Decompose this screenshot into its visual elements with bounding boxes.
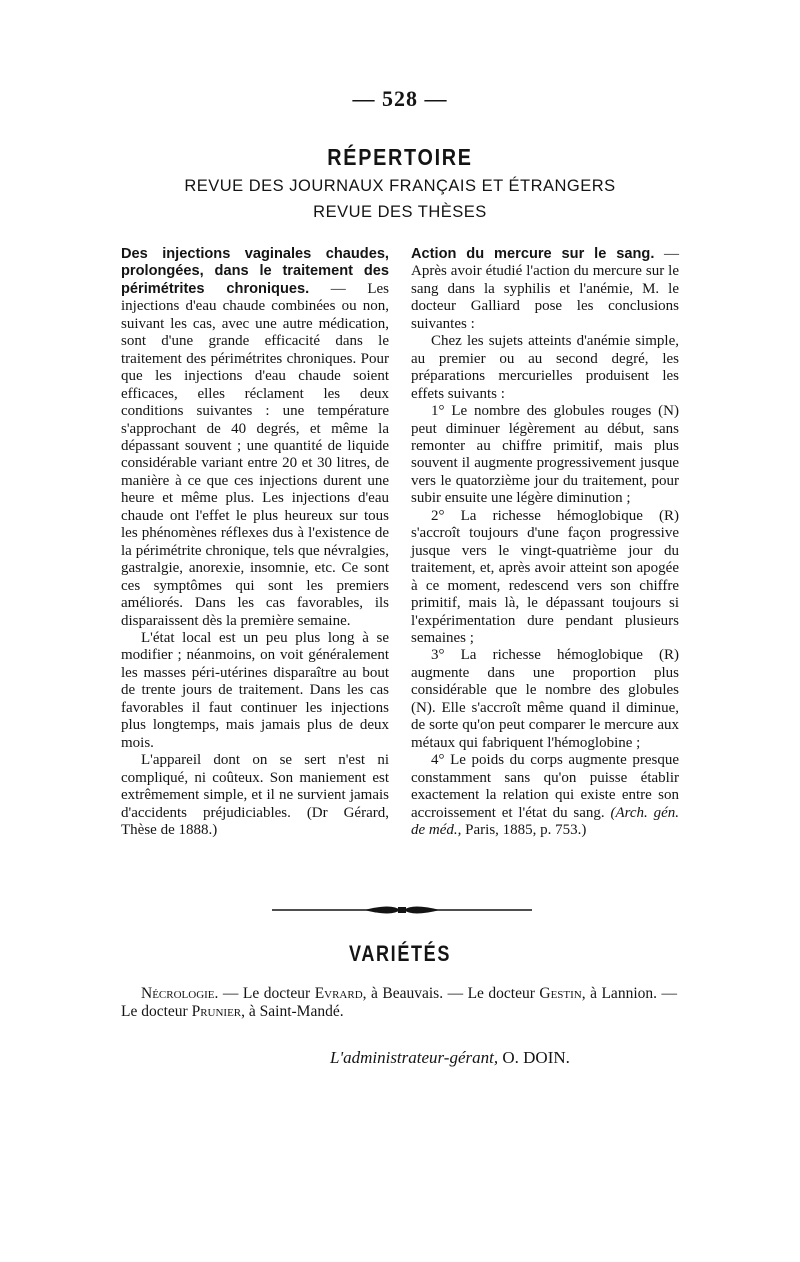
citation-end: Paris, 1885, p. 753.) (461, 821, 587, 838)
ornamental-separator (272, 903, 532, 917)
necrology-label: Nécrologie. (141, 985, 219, 1002)
left-paragraph-1 (121, 246, 389, 630)
right-paragraph-4: 2° La richesse hémoglobique (R) s'accroît toujours d'une façon progressive jusque vers le vingt-quatrième jour du traitement, et, après avoir atteint son apogée à ce moment, redescend vers son chiffre primitif, mais là, le dépassant toujours si l'expérimentation dure pendant plusieurs semaines ; (411, 507, 679, 646)
page-number: — 528 — (352, 86, 448, 111)
varietes-heading: VARIÉTÉS (348, 941, 451, 966)
necrology-text-3: , à Lannion. — Le docteur (121, 985, 677, 1020)
left-paragraph-2: L'état local est un peu plus long à se modifier ; néanmoins, on voit généralement les masses péri-utérines disparaître au bout de trente jours de traitement. Dans les cas favorables il faut continuer les injections plus longtemps, mais jamais plus de deux mois. (121, 629, 389, 751)
right-paragraph-2: Chez les sujets atteints d'anémie simple, au premier ou au second degré, les préparations mercurielles produisent les effets suivants : (411, 333, 679, 402)
doctor-evrard: Evrard (314, 985, 363, 1002)
left-column (121, 246, 389, 839)
section-heading: RÉPERTOIRE (327, 144, 473, 170)
necrology-notice (121, 985, 677, 1021)
right-paragraph-5: 3° La richesse hémoglobique (R) augmente dans une proportion plus considérable que le nombre des globules (N). Elle s'accroît même quand il diminue, de sorte qu'on peut comparer le mercure aux métaux qui fabriquent l'hémoglobine ; (411, 647, 679, 751)
doctor-gestin: Gestin (539, 985, 582, 1002)
doctor-prunier: Prunier (191, 1003, 242, 1020)
necrology-text-4: , à Saint-Mandé. (241, 1003, 344, 1020)
left-article-title: Des injections vaginales chaudes, prolongées, dans le traitement des périmétrites chroniques. (121, 246, 389, 297)
subheading-journals: REVUE DES JOURNAUX FRANÇAIS ET ÉTRANGERS (184, 177, 616, 195)
right-paragraph-1-text: — Après avoir étudié l'action du mercure sur le sang dans la syphilis et l'anémie, M. le docteur Galliard pose les conclusions suivantes : (411, 246, 679, 332)
right-paragraph-3: 1° Le nombre des globules rouges (N) peut diminuer légèrement au début, sans remonter au chiffre primitif, mais plus souvent il augmente progressivement jusque vers le quatorzième jour du traitement, pour subir ensuite une légère diminution ; (411, 403, 679, 507)
subheading-theses: REVUE DES THÈSES (313, 203, 487, 221)
administrator-role: L'administrateur-gérant, (330, 1048, 499, 1067)
right-paragraph-6 (411, 752, 679, 839)
citation-journal: (Arch. gén. de méd., (411, 804, 679, 838)
right-article-title: Action du mercure sur le sang. (411, 246, 655, 262)
right-paragraph-1 (411, 246, 679, 333)
necrology-text-1: — Le docteur (218, 985, 315, 1002)
administrator-name: O. DOIN. (498, 1048, 570, 1067)
administrator-signature (330, 1048, 630, 1068)
left-paragraph-3: L'appareil dont on se sert n'est ni compliqué, ni coûteux. Son maniement est extrêmement simple, et il ne survient jamais d'accidents préjudiciables. (Dr Gérard, Thèse de 1888.) (121, 752, 389, 838)
necrology-text-2: , à Beauvais. — Le docteur (362, 985, 540, 1002)
left-paragraph-1-text: — Les injections d'eau chaude combinées ou non, suivant les cas, avec une autre médication, sont d'une grande efficacité dans le traitement des périmétrites chroniques. Pour que les injections d'eau chaude soient efficaces, elles réclament les deux conditions suivantes : une température s'approchant de 40 degrés, et même la dépassant souvent ; une quantité de liquide considérable variant entre 20 et 30 litres, de manière à ce que ces injections durent une heure et même plus. Les injections d'eau chaude ont l'effet le plus heureux sur tous les phénomènes réflexes dus à l'existence de la périmétrite chronique, tels que névralgies, gastralgie, anorexie, insomnie, etc. Ce sont ces symptômes qui sont les premiers améliorés. Dans les cas favorables, ils disparaissent dès la première semaine. (121, 280, 389, 629)
right-paragraph-6-text: 4° Le poids du corps augmente presque constamment sans qu'on puisse établir exactement la relation qui existe entre son accroissement et l'état du sang. (411, 752, 679, 821)
right-column (411, 246, 679, 839)
